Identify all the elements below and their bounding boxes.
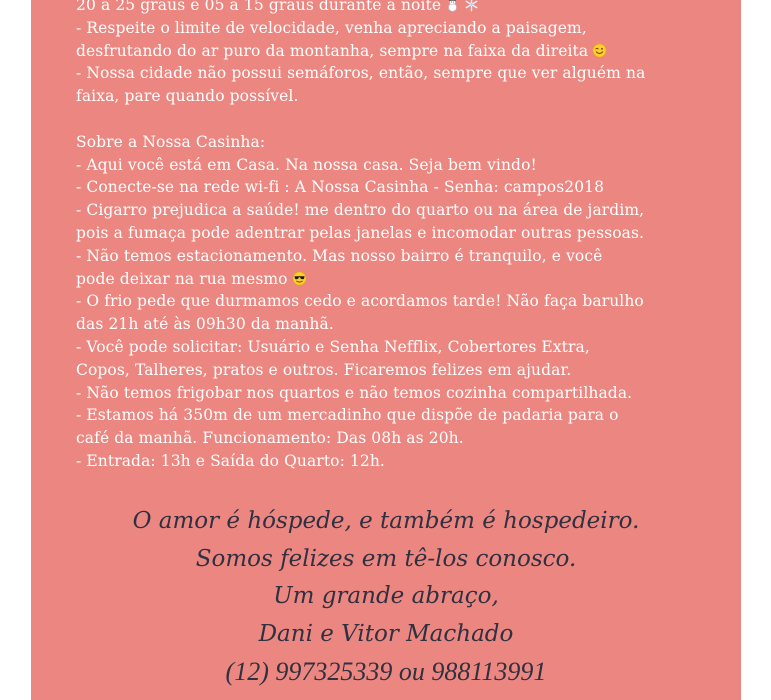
house-line: das 21h até às 09h30 da manhã.: [76, 315, 334, 334]
rules-line: [76, 40, 726, 63]
house-line: - Estamos há 350m de um mercadinho que dispõe de padaria para o: [76, 406, 619, 425]
house-line: - Aqui você está em Casa. Na nossa casa. Seja bem vindo!: [76, 155, 537, 174]
house-line: - Conecte-se na rede wi-fi : A Nossa Casinha - Senha: campos2018: [76, 178, 605, 197]
house-line: - Não temos frigobar nos quartos e não temos cozinha compartilhada.: [76, 383, 633, 402]
closing-line-hug: Um grande abraço,: [273, 583, 499, 609]
sunglasses-face-icon: [292, 271, 307, 286]
house-line: - Você pode solicitar: Usuário e Senha Nefflix, Cobertores Extra,: [76, 337, 590, 356]
host-names: Dani e Vitor Machado: [258, 620, 514, 647]
house-line: [76, 268, 726, 291]
winking-face-icon: [592, 43, 607, 58]
rules-line: - Nossa cidade não possui semáforos, então, sempre que ver alguém na: [76, 64, 646, 83]
closing-line-happy: Somos felizes em tê-los conosco.: [195, 545, 577, 572]
house-line-text: pode deixar na rua mesmo: [76, 269, 288, 288]
snowflake-icon: [464, 0, 479, 12]
closing-message: [31, 503, 741, 691]
house-line: Copos, Talheres, pratos e outros. Ficaremos felizes em ajudar.: [76, 360, 572, 379]
house-line: - Não temos estacionamento. Mas nosso bairro é tranquilo, e você: [76, 246, 603, 265]
rules-line: - Respeite o limite de velocidade, venha apreciando a paisagem,: [76, 18, 587, 37]
rules-line-text: 20 a 25 graus e 05 a 15 graus durante a noite: [76, 0, 442, 14]
house-line: café da manhã. Funcionamento: Das 08h as 20h.: [76, 429, 464, 448]
phone-numbers: (12) 997325339 ou 988113991: [225, 657, 547, 686]
house-line: pois a fumaça pode adentrar pelas janelas e incomodar outras pessoas.: [76, 223, 645, 242]
rules-line-text: desfrutando do ar puro da montanha, sempre na faixa da direita: [76, 41, 589, 60]
rules-line: [76, 0, 726, 17]
house-rules-text: [76, 0, 726, 473]
house-line: - Cigarro prejudica a saúde! me dentro do quarto ou na área de jardim,: [76, 201, 645, 220]
message-card: [31, 0, 741, 700]
closing-line-love: O amor é hóspede, e também é hospedeiro.: [132, 508, 640, 534]
paragraph-gap: [76, 108, 726, 131]
house-line: - Entrada: 13h e Saída do Quarto: 12h.: [76, 451, 385, 470]
rules-line: faixa, pare quando possível.: [76, 87, 299, 106]
house-line: - O frio pede que durmamos cedo e acordamos tarde! Não faça barulho: [76, 292, 644, 311]
house-heading: Sobre a Nossa Casinha:: [76, 132, 266, 151]
snowman-icon: [445, 0, 460, 12]
